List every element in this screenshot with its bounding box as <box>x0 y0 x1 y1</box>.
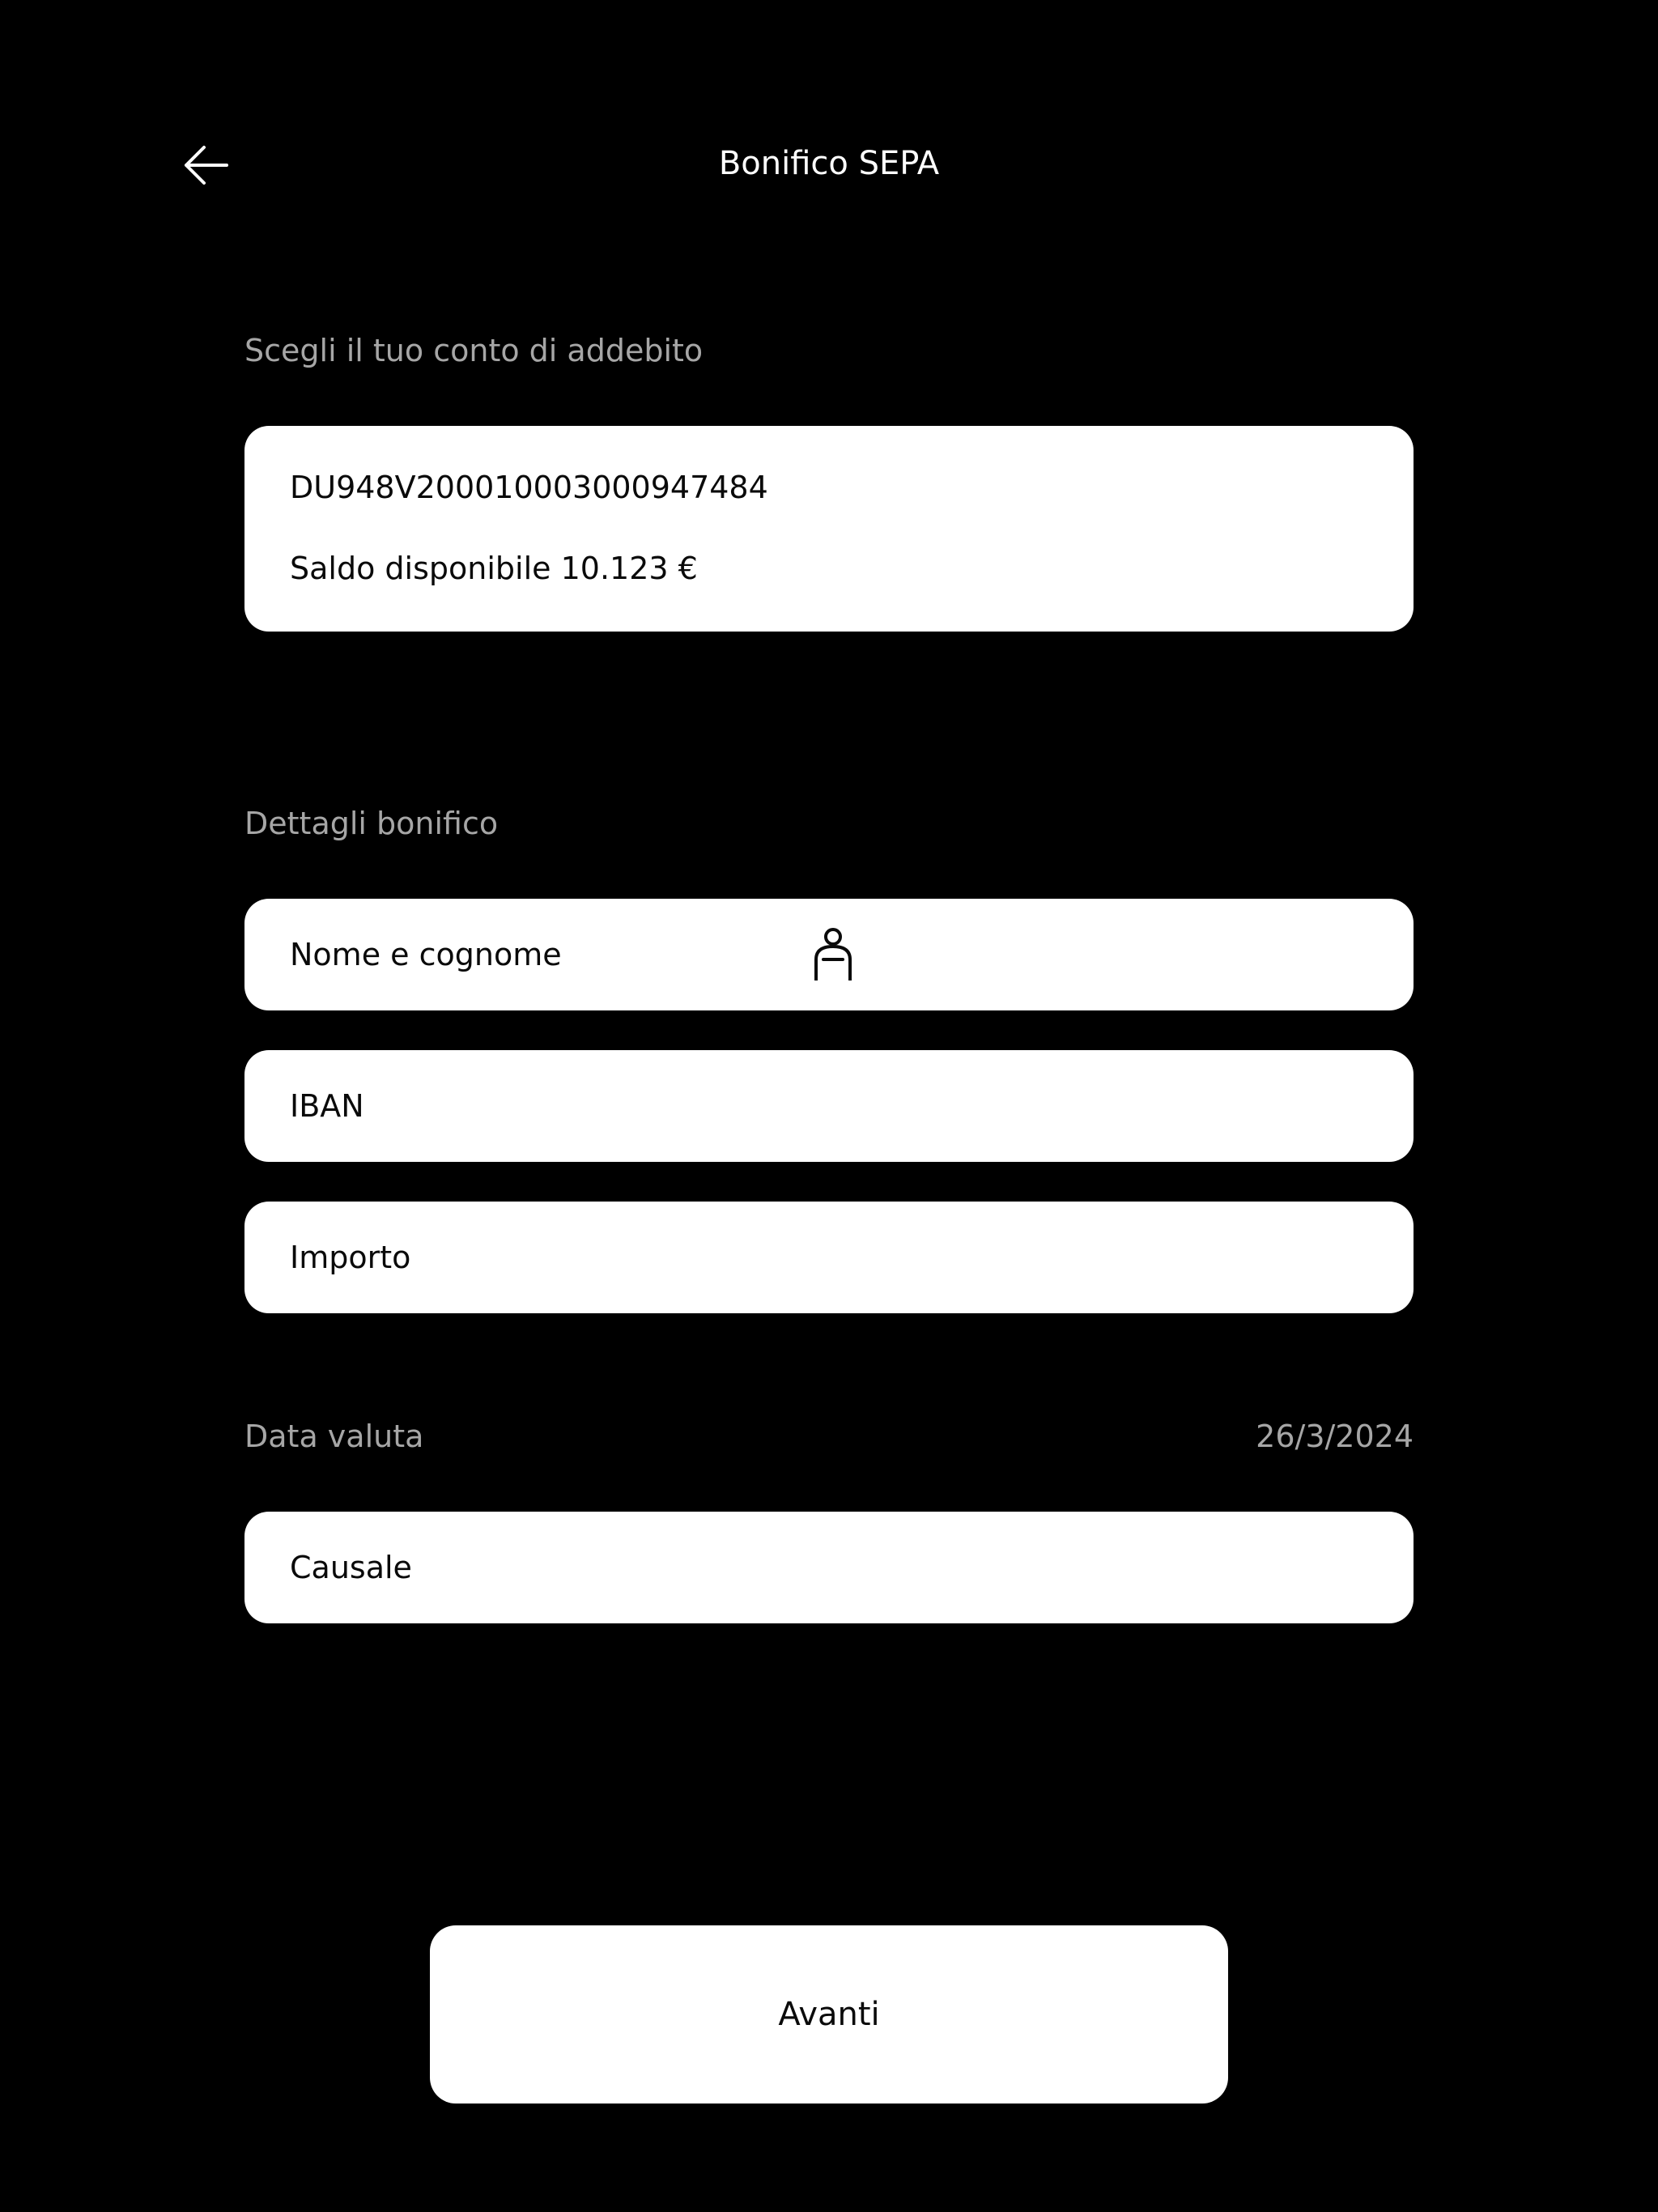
next-button[interactable]: Avanti <box>430 1925 1228 2104</box>
reason-field-container <box>244 1512 1414 1623</box>
transfer-details-section-label: Dettagli bonifico <box>244 806 499 841</box>
account-balance: Saldo disponibile 10.123 € <box>290 551 698 586</box>
contact-picker-button[interactable] <box>805 926 861 983</box>
amount-field-container <box>244 1202 1414 1313</box>
debit-account-card[interactable] <box>244 426 1414 632</box>
value-date-label: Data valuta <box>244 1419 424 1454</box>
amount-input[interactable] <box>244 1202 1414 1313</box>
name-field-container <box>244 899 1414 1010</box>
contact-person-icon <box>813 927 853 982</box>
page-title: Bonifico SEPA <box>718 145 940 182</box>
value-date-row <box>244 1414 1414 1459</box>
debit-account-section-label: Scegli il tuo conto di addebito <box>244 333 704 368</box>
account-iban: DU948V2000100030009474​84 <box>290 470 768 505</box>
iban-input[interactable] <box>244 1050 1414 1162</box>
value-date-value[interactable]: 26/3/2024 <box>1256 1419 1414 1454</box>
iban-field-container <box>244 1050 1414 1162</box>
reason-input[interactable] <box>244 1512 1414 1623</box>
